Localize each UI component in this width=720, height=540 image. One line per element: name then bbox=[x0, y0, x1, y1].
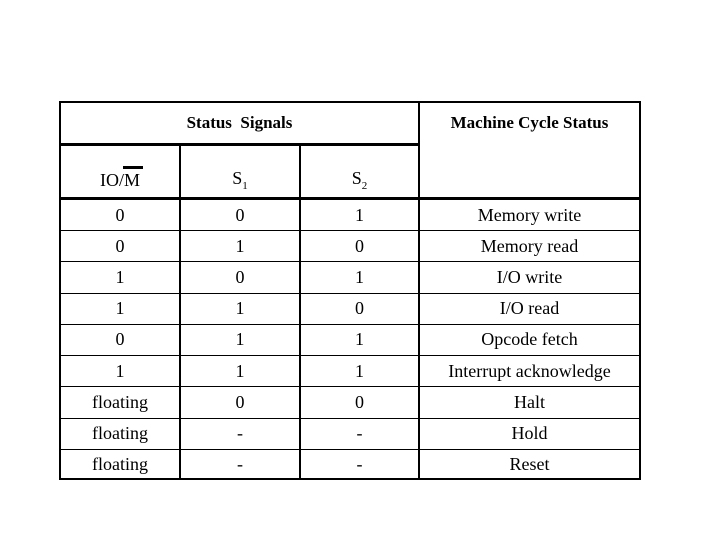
cell-status: Reset bbox=[509, 453, 550, 474]
cell-status: Opcode fetch bbox=[481, 329, 578, 350]
cell-s1: 1 bbox=[235, 329, 245, 350]
cell-status: Interrupt acknowledge bbox=[448, 360, 611, 381]
s1-label: $S_1$ bbox=[232, 168, 248, 192]
io-m-label: IO/M bbox=[100, 169, 140, 190]
cell-s2: 1 bbox=[355, 360, 364, 381]
cell-s1: 0 bbox=[235, 205, 245, 226]
cell-s2: - bbox=[356, 453, 363, 474]
col-header-io-m bbox=[61, 163, 179, 197]
cell-io-m: 1 bbox=[115, 267, 125, 288]
cell-s1: 0 bbox=[235, 391, 245, 412]
cell-io-m: floating bbox=[92, 422, 148, 443]
cell-io-m: 1 bbox=[115, 360, 125, 381]
cell-io-m: 1 bbox=[115, 298, 125, 319]
cell-s1: 1 bbox=[235, 298, 245, 319]
divider-group-header bbox=[61, 143, 420, 146]
cell-s2: 0 bbox=[355, 391, 364, 412]
cell-s2: - bbox=[356, 422, 363, 443]
cell-io-m: 0 bbox=[115, 205, 125, 226]
cell-status: Memory write bbox=[477, 205, 582, 226]
cell-s2: 1 bbox=[355, 329, 364, 350]
cell-s2: 1 bbox=[355, 267, 364, 288]
cell-status: I/O write bbox=[496, 267, 563, 288]
s2-label: $S_2$ bbox=[351, 168, 368, 192]
cell-io-m: 0 bbox=[115, 236, 125, 257]
machine-cycle-status-table bbox=[59, 101, 641, 480]
cell-io-m: floating bbox=[92, 453, 148, 474]
cell-s1: 1 bbox=[235, 236, 245, 257]
cell-s1: - bbox=[237, 453, 243, 474]
col-header-s1 bbox=[181, 163, 299, 197]
cell-s1: - bbox=[237, 422, 243, 443]
cell-status: Memory read bbox=[480, 236, 579, 257]
cell-status: Hold bbox=[511, 422, 548, 443]
cell-s2: 1 bbox=[355, 205, 364, 226]
m-overbar bbox=[123, 166, 143, 169]
machine-cycle-status-header: Machine Cycle Status bbox=[450, 113, 609, 132]
status-signals-header: Status Signals bbox=[186, 113, 293, 132]
cell-io-m: floating bbox=[92, 391, 148, 412]
cell-s2: 0 bbox=[355, 298, 364, 319]
col-header-s2 bbox=[301, 163, 418, 197]
cell-status: I/O read bbox=[499, 298, 560, 319]
cell-s1: 1 bbox=[235, 360, 245, 381]
cell-s1: 0 bbox=[235, 267, 245, 288]
cell-s2: 0 bbox=[355, 236, 364, 257]
cell-status: Halt bbox=[514, 391, 545, 412]
cell-io-m: 0 bbox=[115, 329, 125, 350]
